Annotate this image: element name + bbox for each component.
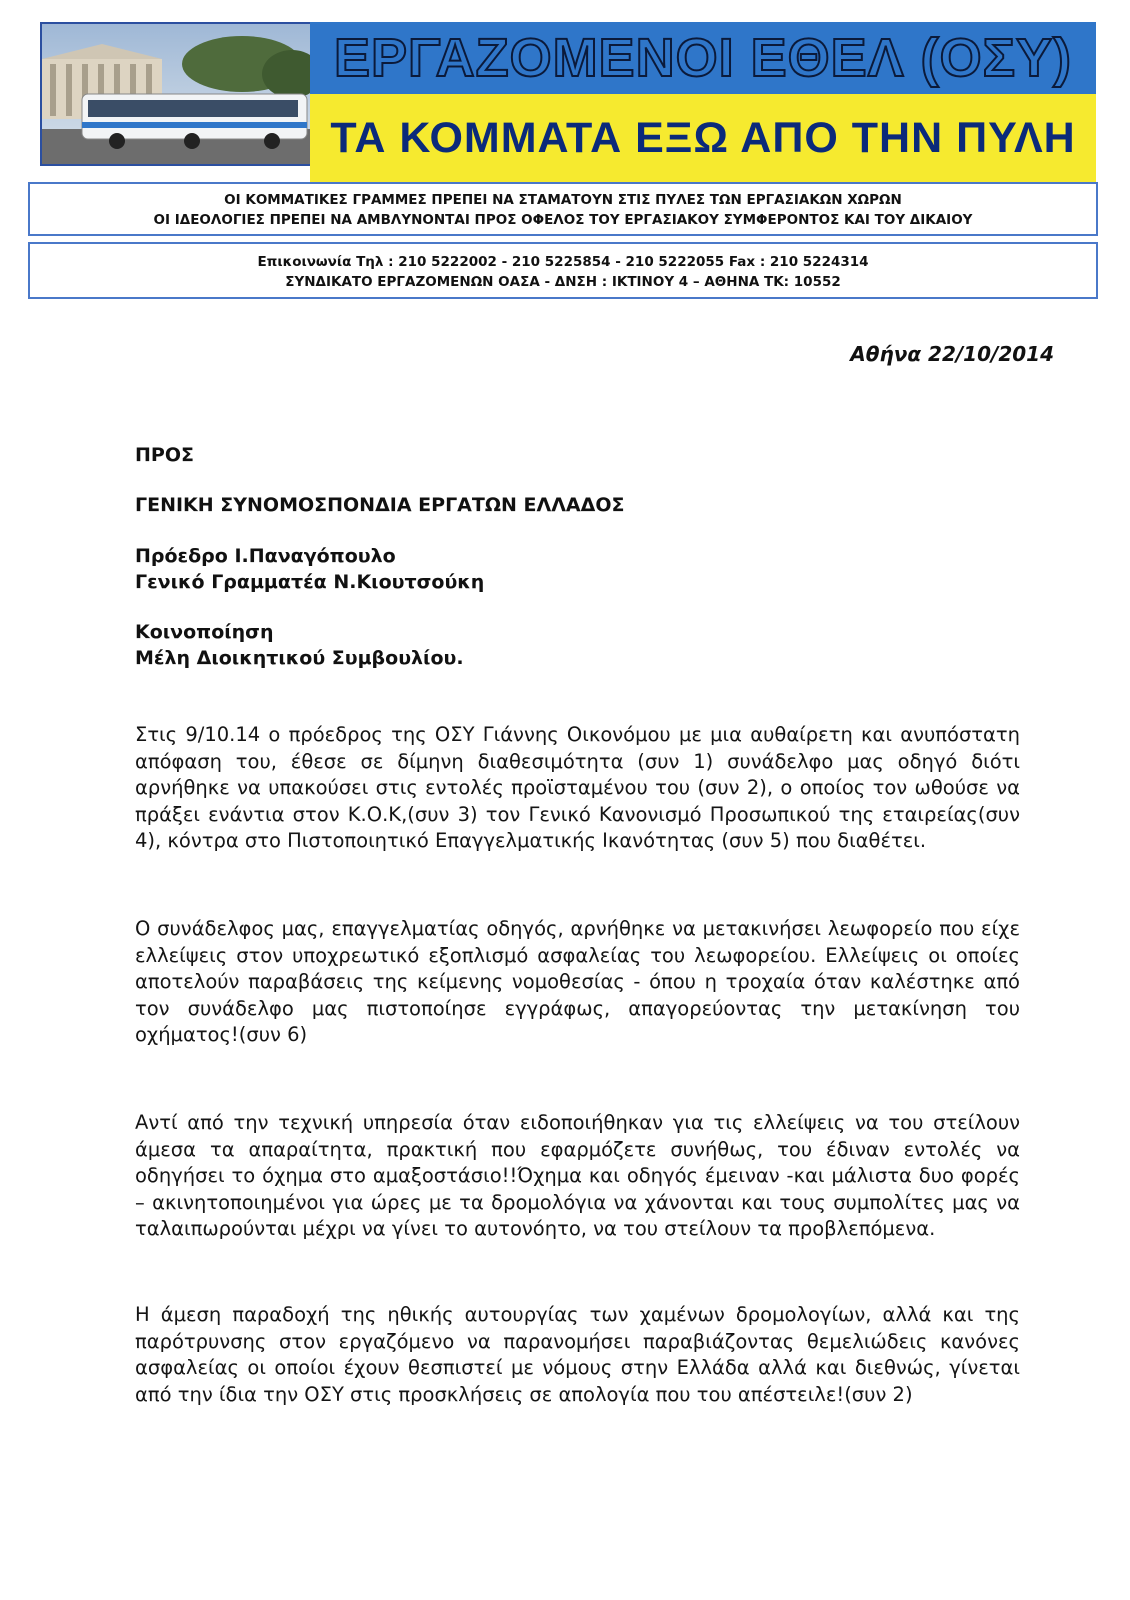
body-paragraph-3: Αντί από την τεχνική υπηρεσία όταν ειδοποιήθηκαν για τις ελλείψεις να του στείλουν άμεσα τα απαραίτητα, πρακτική που εφαρμόζετε συνήθως, του έδιναν εντολές να οδηγήσει το όχημα στο αμαξοστάσιο!!Όχημα και οδηγός έμειναν -και μάλιστα δυο φορές – ακινητοποιημένοι για ώρες με τα δρομολόγια να χάνονται και τους συμπολίτες μας να ταλαιπωρούνται μέχρι να γίνει το αυτονόητο, να του στείλουν τα προβλεπόμενα. bbox=[135, 1111, 1020, 1240]
addressee-pros: ΠΡΟΣ bbox=[135, 444, 194, 466]
banner-slogan: ΤΑ ΚΟΜΜΑΤΑ ΕΞΩ ΑΠΟ ΤΗΝ ΠΥΛΗ bbox=[330, 113, 1076, 162]
motto-line-2: ΟΙ ΙΔΕΟΛΟΓΙΕΣ ΠΡΕΠΕΙ ΝΑ ΑΜΒΛΥΝΟΝΤΑΙ ΠΡΟΣ ΟΦΕΛΟΣ ΤΟΥ ΕΡΓΑΣΙΑΚΟΥ ΣΥΜΦΕΡΟΝΤΟΣ ΚΑΙ ΤΟΥ ΔΙΚΑΙΟΥ bbox=[153, 212, 973, 228]
letter-date: Αθήνα 22/10/2014 bbox=[850, 342, 1054, 366]
cc-heading: Κοινοποίηση bbox=[135, 621, 274, 643]
banner-title-strip bbox=[310, 22, 1096, 94]
contact-line-2: ΣΥΝΔΙΚΑΤΟ ΕΡΓΑΖΟΜΕΝΩΝ ΟΑΣΑ - ΔΝΣΗ : ΙΚΤΙΝΟΥ 4 – ΑΘΗΝΑ ΤΚ: 10552 bbox=[285, 274, 841, 290]
banner-slogan-strip bbox=[310, 94, 1096, 182]
body-paragraph-1: Στις 9/10.14 ο πρόεδρος της ΟΣΥ Γιάννης Οικονόμου με μια αυθαίρετη και ανυπόστατη απόφαση του, έθεσε σε δίμηνη διαθεσιμότητα (συν 1) συνάδελφο μας οδηγό διότι αρνήθηκε να υπακούσει στις εντολές προϊσταμένου του (συν 2), ο οποίος τον ωθούσε να πράξει ενάντια στον Κ.Ο.Κ,(συν 3) τον Γενικό Κανονισμό Προσωπικού της εταιρείας(συν 4), κόντρα στο Πιστοποιητικό Επαγγελματικής Ικανότητας (συν 5) που διαθέτει. bbox=[135, 723, 1020, 852]
contact-box bbox=[28, 242, 1098, 299]
addressee-president: Πρόεδρο Ι.Παναγόπουλο bbox=[135, 545, 396, 567]
motto-line-1: ΟΙ ΚΟΜΜΑΤΙΚΕΣ ΓΡΑΜΜΕΣ ΠΡΕΠΕΙ ΝΑ ΣΤΑΜΑΤΟΥΝ ΣΤΙΣ ΠΥΛΕΣ ΤΩΝ ΕΡΓΑΣΙΑΚΩΝ ΧΩΡΩΝ bbox=[224, 192, 902, 208]
body-paragraph-2: Ο συνάδελφος μας, επαγγελματίας οδηγός, αρνήθηκε να μετακινήσει λεωφορείο που είχε ελλείψεις στον υποχρεωτικό εξοπλισμό ασφαλείας του λεωφορείου. Ελλείψεις οι οποίες αποτελούν παραβάσεις της κείμενης νομοθεσίας - όπου η τροχαία όταν καλέστηκε από τον συνάδελφο μας πιστοποίησε εγγράφως, απαγορεύοντας την μετακίνηση του οχήματος!(συν 6) bbox=[135, 917, 1020, 1046]
cc-members: Μέλη Διοικητικού Συμβουλίου. bbox=[135, 647, 464, 669]
addressee-organization: ΓΕΝΙΚΗ ΣΥΝΟΜΟΣΠΟΝΔΙΑ ΕΡΓΑΤΩΝ ΕΛΛΑΔΟΣ bbox=[135, 494, 625, 516]
letterhead-banner bbox=[40, 22, 1096, 182]
bus-photo-image bbox=[42, 24, 312, 164]
addressee-secretary: Γενικό Γραμματέα Ν.Κιουτσούκη bbox=[135, 571, 485, 593]
contact-line-1: Επικοινωνία Τηλ : 210 5222002 - 210 5225854 - 210 5222055 Fax : 210 5224314 bbox=[257, 254, 869, 270]
body-paragraph-4: Η άμεση παραδοχή της ηθικής αυτουργίας των χαμένων δρομολογίων, αλλά και της παρότρυνσης στον εργαζόμενο να παρανομήσει παραβιάζοντας θεμελιώδεις κανόνες ασφαλείας οι οποίοι έχουν θεσπιστεί με νόμους στην Ελλάδα αλλά και διεθνώς, γίνεται από την ίδια την ΟΣΥ στις προσκλήσεις σε απολογία που του απέστειλε!(συν 2) bbox=[135, 1303, 1020, 1406]
motto-box bbox=[28, 182, 1098, 236]
banner-title: ΕΡΓΑΖΟΜΕΝΟΙ ΕΘΕΛ (ΟΣΥ) bbox=[333, 28, 1073, 88]
bus-photo bbox=[40, 22, 314, 166]
